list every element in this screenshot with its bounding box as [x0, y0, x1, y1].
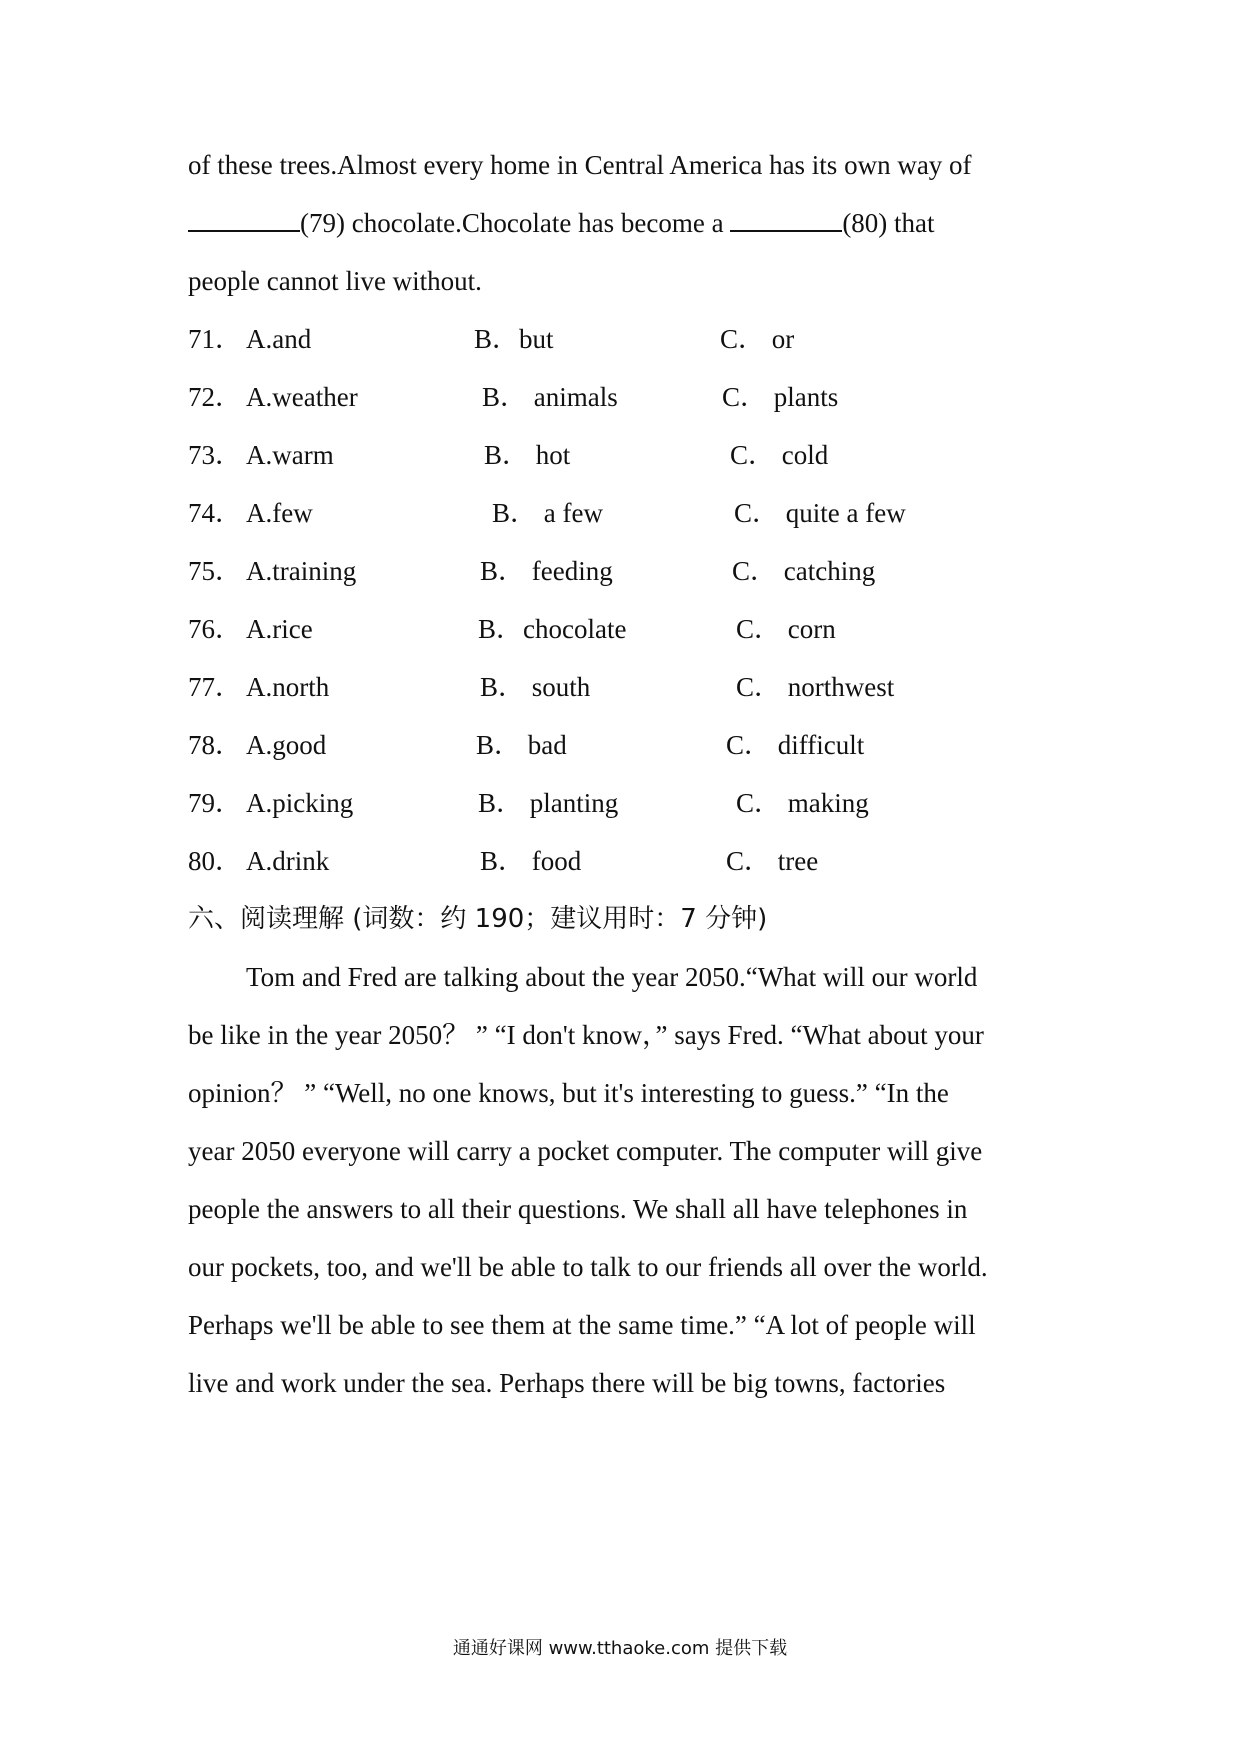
option-row-75: [0, 554, 1240, 588]
reading-line-1: Tom and Fred are talking about the year 2050.“What will our world: [246, 962, 978, 992]
question-number: 75．: [188, 556, 242, 586]
question-number: 80．: [188, 846, 242, 876]
page-footer: 通通好课网 www.tthaoke.com 提供下载: [452, 1638, 788, 1659]
reading-line-2: be like in the year 2050？ ” “I don't know，” says Fred. “What about your: [188, 1020, 984, 1050]
option-b: B． planting: [478, 788, 619, 818]
reading-line-8: live and work under the sea. Perhaps there will be big towns, factories: [188, 1368, 946, 1398]
option-a: A.drink: [246, 846, 330, 876]
option-row-78: [0, 728, 1240, 762]
reading-line-5: people the answers to all their questions. We shall all have telephones in: [188, 1194, 968, 1224]
section-heading: 六、阅读理解 (词数：约 190；建议用时：7 分钟): [188, 904, 768, 934]
blank-80: [730, 206, 842, 232]
option-a: A.few: [246, 498, 313, 528]
question-number: 73．: [188, 440, 242, 470]
question-number: 71．: [188, 324, 242, 354]
option-a: A.rice: [246, 614, 313, 644]
option-c: C． corn: [736, 614, 836, 644]
option-c: C． northwest: [736, 672, 895, 702]
option-row-79: [0, 786, 1240, 820]
option-a: A.good: [246, 730, 327, 760]
option-b: B． hot: [484, 440, 571, 470]
reading-line-6: our pockets, too, and we'll be able to talk to our friends all over the world.: [188, 1252, 988, 1282]
question-number: 72．: [188, 382, 242, 412]
question-number: 78．: [188, 730, 242, 760]
option-b: B． bad: [476, 730, 567, 760]
option-row-72: [0, 380, 1240, 414]
reading-line-4: year 2050 everyone will carry a pocket computer. The computer will give: [188, 1136, 983, 1166]
passage-line-2b: (80) that: [842, 208, 935, 238]
option-a: A.and: [246, 324, 312, 354]
option-c: C． cold: [730, 440, 829, 470]
option-a: A.training: [246, 556, 357, 586]
option-c: C． difficult: [726, 730, 865, 760]
option-c: C． plants: [722, 382, 839, 412]
passage-line-2: [188, 206, 1068, 240]
option-a: A.north: [246, 672, 330, 702]
question-number: 74．: [188, 498, 242, 528]
option-b: B． feeding: [480, 556, 613, 586]
passage-line-1: of these trees.Almost every home in Central America has its own way of: [188, 150, 972, 180]
option-a: A.picking: [246, 788, 354, 818]
option-row-76: [0, 612, 1240, 646]
question-number: 79．: [188, 788, 242, 818]
option-b: B． south: [480, 672, 591, 702]
option-b: B．chocolate: [478, 614, 627, 644]
option-c: C． quite a few: [734, 498, 906, 528]
question-number: 76．: [188, 614, 242, 644]
option-b: B．but: [474, 324, 554, 354]
blank-79: [188, 206, 300, 232]
passage-line-3: people cannot live without.: [188, 266, 482, 296]
option-b: B． animals: [482, 382, 618, 412]
option-b: B． food: [480, 846, 582, 876]
option-c: C． making: [736, 788, 869, 818]
reading-line-3: opinion？ ” “Well, no one knows, but it's interesting to guess.” “In the: [188, 1078, 949, 1108]
option-a: A.warm: [246, 440, 334, 470]
option-c: C． catching: [732, 556, 876, 586]
option-row-73: [0, 438, 1240, 472]
question-number: 77．: [188, 672, 242, 702]
option-c: C． or: [720, 324, 795, 354]
option-b: B． a few: [492, 498, 603, 528]
option-c: C． tree: [726, 846, 819, 876]
reading-line-7: Perhaps we'll be able to see them at the same time.” “A lot of people will: [188, 1310, 976, 1340]
passage-line-2a: (79) chocolate.Chocolate has become a: [300, 208, 724, 238]
option-row-71: [0, 322, 1240, 356]
option-row-77: [0, 670, 1240, 704]
option-row-74: [0, 496, 1240, 530]
option-row-80: [0, 844, 1240, 878]
option-a: A.weather: [246, 382, 358, 412]
